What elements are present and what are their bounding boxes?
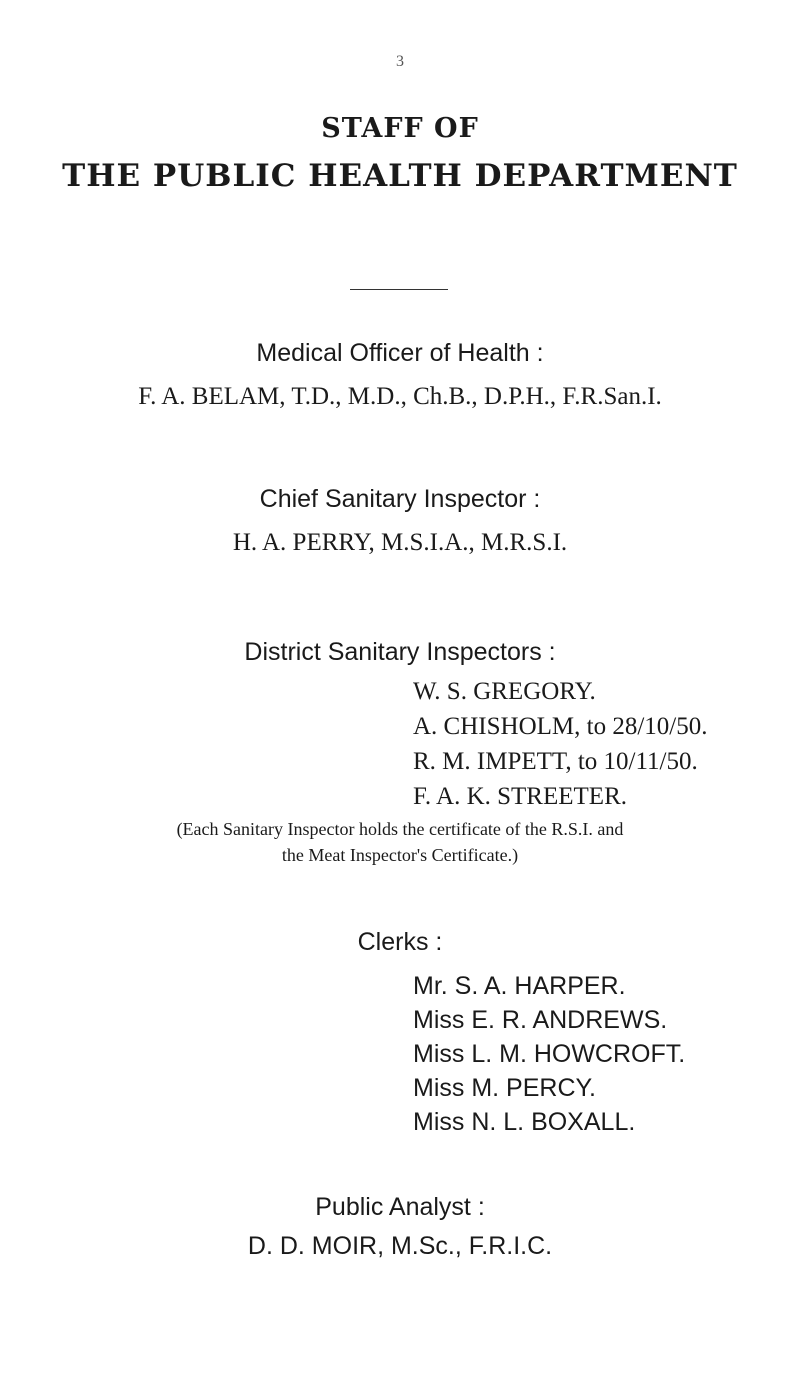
clerk-item: Mr. S. A. HARPER. [413,972,626,1000]
public-analyst-name: D. D. MOIR, M.Sc., F.R.I.C. [247,1232,553,1260]
chief-inspector-heading: Chief Sanitary Inspector : [259,485,541,513]
public-analyst-heading: Public Analyst : [315,1193,485,1221]
inspector-certificate-note-line-2: the Meat Inspector's Certificate.) [281,845,519,865]
district-inspector-item: R. M. IMPETT, to 10/11/50. [413,748,698,775]
clerk-item: Miss N. L. BOXALL. [413,1108,636,1136]
clerk-item: Miss M. PERCY. [413,1074,596,1102]
medical-officer-name: F. A. BELAM, T.D., M.D., Ch.B., D.P.H., F.R.San.I. [138,383,662,410]
page-title-line-1: STAFF OF [321,113,479,144]
district-inspector-item: A. CHISHOLM, to 28/10/50. [413,713,708,740]
page-title-line-2: THE PUBLIC HEALTH DEPARTMENT [62,158,738,194]
medical-officer-heading: Medical Officer of Health : [256,339,544,367]
clerk-item: Miss L. M. HOWCROFT. [413,1040,686,1068]
clerk-item: Miss E. R. ANDREWS. [413,1006,668,1034]
page-number: 3 [396,53,404,70]
district-inspector-item: W. S. GREGORY. [413,678,596,705]
district-inspectors-heading: District Sanitary Inspectors : [244,638,556,666]
chief-inspector-name: H. A. PERRY, M.S.I.A., M.R.S.I. [232,529,568,556]
clerks-heading: Clerks : [357,928,443,956]
divider-rule [350,289,448,290]
inspector-certificate-note-line-1: (Each Sanitary Inspector holds the certificate of the R.S.I. and [176,819,624,839]
district-inspector-item: F. A. K. STREETER. [413,783,627,810]
